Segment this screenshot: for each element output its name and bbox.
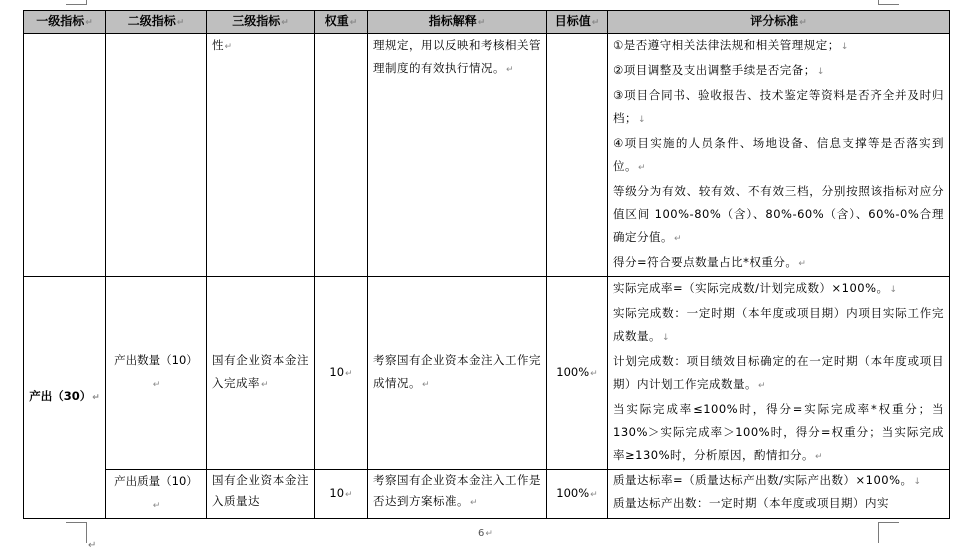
- row1-target: [547, 34, 608, 277]
- header-level1: 一级指标↵: [24, 11, 106, 34]
- row2-explanation: 考察国有企业资本金注入工作完成情况。↵: [368, 277, 547, 470]
- evaluation-table: [23, 10, 950, 519]
- header-explanation: 指标解释↵: [368, 11, 547, 34]
- row2-weight: 10↵: [315, 277, 368, 470]
- header-criteria: 评分标准↵: [608, 11, 950, 34]
- table-row: [24, 34, 950, 277]
- paragraph-mark: ↵: [88, 540, 97, 551]
- row1-level1: [24, 34, 106, 277]
- page-number: 6↵: [478, 528, 493, 539]
- crop-mark-bottom-left: [66, 522, 87, 543]
- row2-criteria: 实际完成率=（实际完成数/计划完成数）×100%。↓ 实际完成数：一定时期（本年度或项目期）内项目实际工作完成数量。↓ 计划完成数：项目绩效目标确定的在一定时期（本年度或项目期）内计划工作完成数量。↵ 当实际完成率≤100%时，得分=实际完成率*权重分；当 130%＞实际完成率＞100%时，得分=权重分；当实际完成率≥130%时，分析原因，酌情扣分。↵: [608, 277, 950, 470]
- row3-criteria: 质量达标率=（质量达标产出数/实际产出数）×100%。↓ 质量达标产出数：一定时期（本年度或项目期）内实: [608, 470, 950, 519]
- row3-level2: 产出质量（10）↵: [106, 470, 207, 519]
- row3-explanation: 考察国有企业资本金注入工作是否达到方案标准。↵: [368, 470, 547, 519]
- row2-level2: 产出数量（10）↵: [106, 277, 207, 470]
- row1-weight: [315, 34, 368, 277]
- row2-target: 100%↵: [547, 277, 608, 470]
- row3-level3: 国有企业资本金注入质量达: [207, 470, 315, 519]
- row1-level3: 性↵: [207, 34, 315, 277]
- row3-weight: 10↵: [315, 470, 368, 519]
- header-level2: 二级指标↵: [106, 11, 207, 34]
- table-row: [24, 277, 950, 470]
- row2-level3: 国有企业资本金注入完成率↵: [207, 277, 315, 470]
- crop-mark-top-left: [66, 0, 87, 5]
- output-level1: 产出（30）↵: [24, 277, 106, 519]
- crop-mark-top-right: [878, 0, 899, 5]
- row1-criteria: ①是否遵守相关法律法规和相关管理规定；↓ ②项目调整及支出调整手续是否完备；↓ ③项目合同书、验收报告、技术鉴定等资料是否齐全并及时归档；↓ ④项目实施的人员条件、场地设备、信息支撑等是否落实到位。↵ 等级分为有效、较有效、不有效三档，分别按照该指标对应分值区间 100%-80%（含）、80%-60%（含）、60%-0%合理确定分值。↵ 得分=符合要点数量占比*权重分。↵: [608, 34, 950, 277]
- row3-target: 100%↵: [547, 470, 608, 519]
- row1-explanation: 理规定，用以反映和考核相关管理制度的有效执行情况。↵: [368, 34, 547, 277]
- row1-level2: [106, 34, 207, 277]
- header-level3: 三级指标↵: [207, 11, 315, 34]
- header-target: 目标值↵: [547, 11, 608, 34]
- header-row: [24, 11, 950, 34]
- crop-mark-bottom-right: [878, 522, 899, 543]
- table-row: [24, 470, 950, 519]
- header-weight: 权重↵: [315, 11, 368, 34]
